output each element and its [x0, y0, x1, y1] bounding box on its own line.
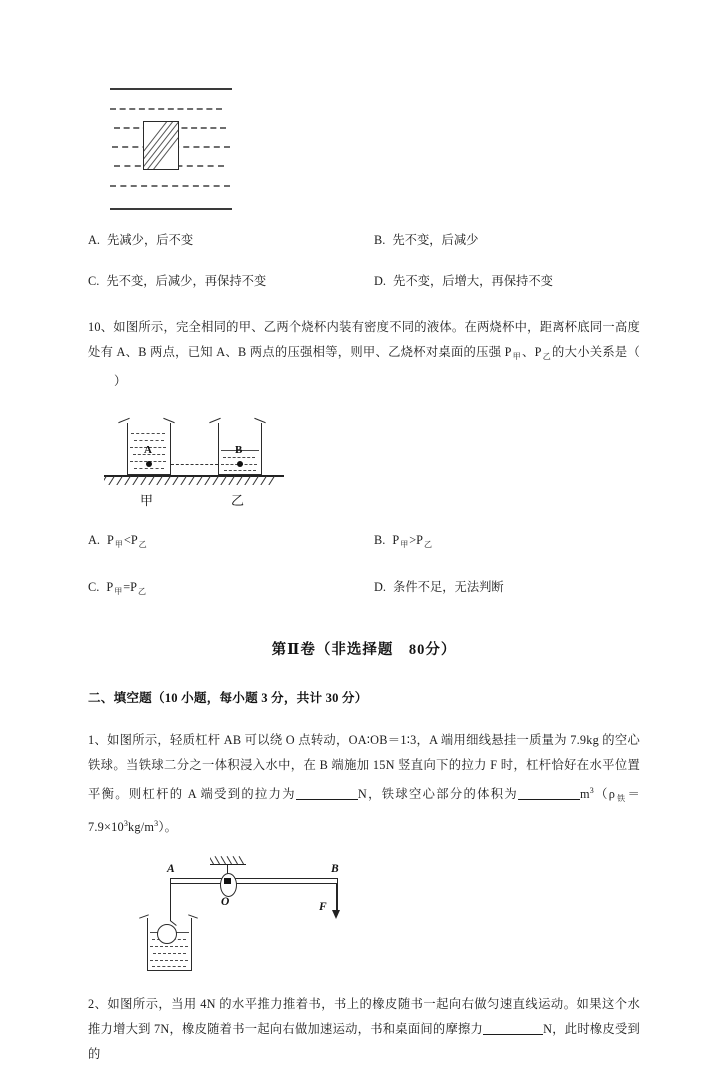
- q9-option-b-label: B.: [374, 233, 386, 247]
- fill-q1-sub-tie: 铁: [616, 794, 627, 803]
- q10-option-a-rel: <: [123, 533, 131, 547]
- question-10-stem-line2a: 处有 A、B 两点，已知 A、B 两点的压强相等，则甲、乙烧杯对桌面的压强 P: [88, 345, 512, 359]
- fill-q2-line2b: N，此时橡皮受到的: [88, 1022, 640, 1061]
- string-to-ball: [170, 884, 171, 921]
- q9-option-c-text: 先不变，后减少，再保持不变: [106, 274, 267, 288]
- q9-options-row-1: [88, 228, 640, 252]
- fill-q1-line2: 铁球。当铁球二分之一体积浸入水中，在 B 端施加 15N 竖直向下的拉力 F 时，杠杆恰好在水平位置平: [88, 758, 640, 801]
- q10-options-row-1: [88, 528, 640, 557]
- label-o: O: [221, 896, 230, 908]
- question-10-stem-line1: 如图所示，完全相同的甲、乙两个烧杯内装有密度不同的液体。在两烧杯中，距离杯底同一高度: [113, 320, 640, 334]
- figure-two-beakers: [102, 406, 332, 514]
- fluid-dash-line-5: [110, 185, 230, 187]
- fluid-surface-line: [110, 88, 232, 90]
- q10-option-c-rel: =: [123, 580, 131, 594]
- label-a: A: [167, 863, 175, 875]
- beaker-right-caption: 乙: [231, 493, 245, 508]
- q10-option-c-p2: P: [130, 580, 137, 594]
- fill-q1-number: 1、: [88, 733, 108, 747]
- q9-option-c-label: C.: [88, 274, 100, 288]
- fill-q1-line4b: kg/m: [128, 820, 155, 834]
- fill-in-section-subtitle: 二、填空题（10 小题，每小题 3 分，共计 30 分）: [88, 691, 368, 705]
- force-arrow-head-icon: [332, 910, 340, 919]
- question-10-sub-jia: 甲: [512, 352, 522, 361]
- fill-q1-line1: 如图所示，轻质杠杆 AB 可以绕 O 点转动，OA∶OB＝1∶3，A 端用细线悬挂一质量为 7.9kg 的空心: [107, 733, 640, 747]
- label-f: F: [319, 901, 327, 913]
- fill-q1-sup-m3: 3: [589, 786, 594, 795]
- q10-option-a-sub1: 甲: [114, 540, 123, 549]
- fill-q2-line1: 如图所示，当用 4N 的水平推力推着书，书上的橡皮随书一起向右做匀速直线运动。如果这个水: [107, 997, 640, 1011]
- fill-question-1-stem: [88, 728, 640, 840]
- q10-option-b-sub2: 乙: [423, 540, 432, 549]
- q10-option-b-sub1: 甲: [400, 540, 409, 549]
- fill-q1-sup-10-3: 3: [123, 819, 129, 828]
- q10-option-a-p1: P: [107, 533, 114, 547]
- fill-question-2-stem: [88, 992, 640, 1067]
- question-10-stem-line2c: 的大小关系是（: [552, 345, 641, 359]
- q9-option-b[interactable]: [374, 228, 640, 252]
- point-b-dot: [237, 461, 243, 467]
- block-hatching-icon: [144, 122, 178, 169]
- iron-ball: [157, 924, 177, 944]
- fluid-dash-line-1: [110, 108, 222, 110]
- pivot-ellipse: [220, 873, 237, 897]
- q9-option-b-text: 先不变，后减少: [392, 233, 479, 247]
- q10-option-b-label: B.: [374, 533, 386, 547]
- question-10-stem-line2b: 、P: [522, 345, 542, 359]
- q10-option-a[interactable]: [88, 528, 374, 557]
- section-2-title: 第Ⅱ卷（非选择题 80分）: [271, 642, 457, 658]
- fill-q1-sup-m3-2: 3: [154, 819, 159, 828]
- q10-option-c-label: C.: [88, 580, 100, 594]
- q9-option-a[interactable]: [88, 228, 374, 252]
- q9-option-d-text: 先不变，后增大，再保持不变: [393, 274, 553, 288]
- submerged-block: [143, 121, 179, 170]
- fill-q1-line3d: （ρ: [593, 787, 616, 801]
- q10-option-c-sub2: 乙: [137, 587, 146, 596]
- label-b: B: [331, 863, 339, 875]
- fill-q1-line3c: m: [579, 787, 590, 801]
- page-content: [88, 0, 640, 1067]
- q10-option-c-p1: P: [106, 580, 114, 594]
- fill-q1-line4c: ）。: [158, 820, 178, 834]
- beaker-left-caption: 甲: [140, 493, 154, 508]
- q9-option-d-label: D.: [374, 274, 386, 288]
- fill-q2-blank-1[interactable]: [483, 1034, 543, 1035]
- fill-q1-blank-1[interactable]: [296, 799, 358, 800]
- force-arrow-shaft: [336, 884, 338, 912]
- q9-option-a-text: 先减少，后不变: [107, 233, 194, 247]
- figure-lever-ab: [126, 854, 386, 980]
- question-10-stem-line2d: ）: [114, 374, 127, 388]
- q10-option-a-p2: P: [130, 533, 138, 547]
- q10-options-row-2: [88, 575, 640, 604]
- fill-q1-line4a: 10: [111, 820, 124, 834]
- q10-option-b-p1: P: [392, 533, 400, 547]
- q10-option-a-label: A.: [88, 533, 100, 547]
- q9-option-a-label: A.: [88, 233, 100, 247]
- fill-q2-line2a: 推力增大到 7N，橡皮随着书一起向右做加速运动，书和桌面间的摩擦力: [88, 1022, 484, 1036]
- q10-option-d-label: D.: [374, 580, 386, 594]
- table-hatching-icon: [104, 476, 284, 485]
- fill-q1-line3e: ＝7.9×: [88, 787, 640, 834]
- equal-height-dash-line: [171, 464, 218, 465]
- point-a-label: A: [144, 444, 152, 456]
- q10-option-c-sub1: 甲: [114, 587, 123, 596]
- q10-option-d[interactable]: [374, 575, 640, 604]
- q10-option-c[interactable]: [88, 575, 374, 604]
- point-b-label: B: [235, 444, 243, 456]
- q9-option-c[interactable]: [88, 269, 374, 293]
- figure-block-in-fluid: [100, 84, 330, 212]
- point-a-dot: [146, 461, 152, 467]
- fluid-bottom-line: [110, 208, 232, 210]
- pivot-point: [224, 878, 231, 884]
- fill-q1-line3b: N，铁球空心部分的体积为: [357, 787, 518, 801]
- lever-bar: [170, 878, 338, 884]
- q10-option-b[interactable]: [374, 528, 640, 557]
- fill-q1-line3a: 衡。则杠杆的 A 端受到的拉力为: [101, 787, 296, 801]
- q10-option-d-text: 条件不足，无法判断: [393, 580, 504, 594]
- fill-q2-number: 2、: [88, 997, 108, 1011]
- fill-q1-blank-2[interactable]: [518, 799, 580, 800]
- q9-options-row-2: [88, 269, 640, 293]
- question-10-sub-yi: 乙: [542, 352, 552, 361]
- q10-option-b-p2: P: [416, 533, 423, 547]
- q10-option-b-rel: >: [409, 533, 417, 547]
- q10-option-a-sub2: 乙: [138, 540, 147, 549]
- question-10-number: 10、: [88, 320, 114, 334]
- q9-option-d[interactable]: [374, 269, 640, 293]
- question-10-stem: [88, 315, 640, 394]
